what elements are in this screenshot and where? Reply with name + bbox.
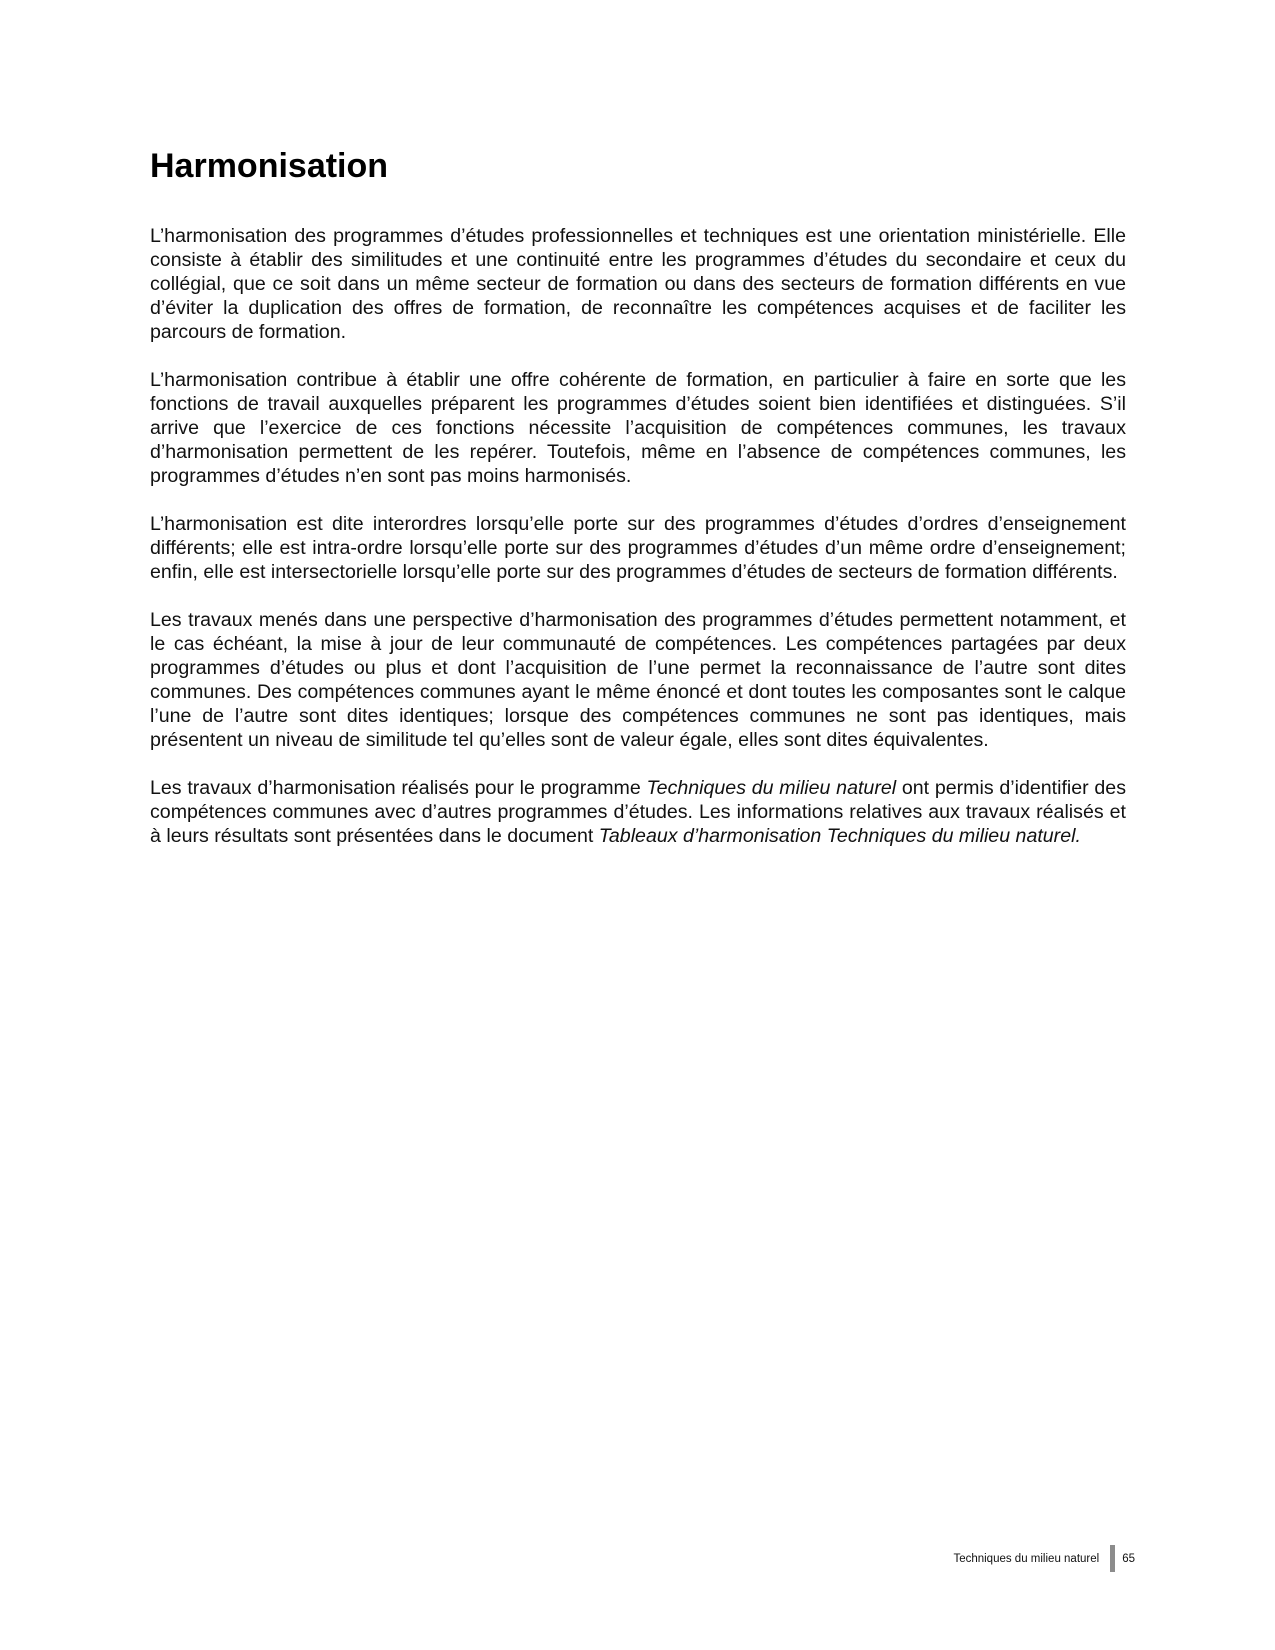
body-text [150, 224, 1126, 872]
footer-title: Techniques du milieu naturel [953, 1552, 1100, 1565]
paragraph-1: L’harmonisation des programmes d’études professionnelles et techniques est une orientation ministérielle. Elle consiste à établir des similitudes et une continuité entre les programmes d’études du secondaire et ceux du collégial, que ce soit dans un même secteur de formation ou dans des secteurs de formation différents en vue d’éviter la duplication des offres de formation, de reconnaître les compétences acquises et de faciliter les parcours de formation. [150, 225, 1126, 343]
document-title: Tableaux d’harmonisation Techniques du milieu naturel. [598, 825, 1081, 847]
page-number: 65 [1122, 1552, 1135, 1565]
paragraph-5-part-1: Les travaux d’harmonisation réalisés pour le programme [150, 777, 647, 799]
paragraph-4: Les travaux menés dans une perspective d’harmonisation des programmes d’études permettent notamment, et le cas échéant, la mise à jour de leur communauté de compétences. Les compétences partagées par deux programmes d’études ou plus et dont l’acquisition de l’une permet la reconnaissance de l’autre sont dites communes. Des compétences communes ayant le même énoncé et dont toutes les composantes sont le calque l’une de l’autre sont dites identiques; lorsque des compétences communes ne sont pas identiques, mais présentent un niveau de similitude tel qu’elles sont de valeur égale, elles sont dites équivalentes. [150, 609, 1126, 751]
program-name: Techniques du milieu naturel [646, 777, 897, 799]
footer-divider [1110, 1545, 1115, 1572]
paragraph-5 [150, 776, 1126, 848]
paragraph-5-part-2: ont permis d’identifier des compétences communes avec d’autres programmes d’études. Les informations relatives aux travaux réalisés et à leurs résultats sont présentées dans le document [150, 777, 1126, 847]
page-heading: Harmonisation [150, 147, 389, 185]
paragraph-3: L’harmonisation est dite interordres lorsqu’elle porte sur des programmes d’études d’ordres d’enseignement différents; elle est intra-ordre lorsqu’elle porte sur des programmes d’études d’un même ordre d’enseignement; enfin, elle est intersectorielle lorsqu’elle porte sur des programmes d’études de secteurs de formation différents. [150, 513, 1126, 583]
page-footer [953, 1545, 1135, 1572]
paragraph-2: L’harmonisation contribue à établir une offre cohérente de formation, en particulier à faire en sorte que les fonctions de travail auxquelles préparent les programmes d’études soient bien identifiées et distinguées. S’il arrive que l’exercice de ces fonctions nécessite l’acquisition de compétences communes, les travaux d’harmonisation permettent de les repérer. Toutefois, même en l’absence de compétences communes, les programmes d’études n’en sont pas moins harmonisés. [150, 369, 1126, 487]
